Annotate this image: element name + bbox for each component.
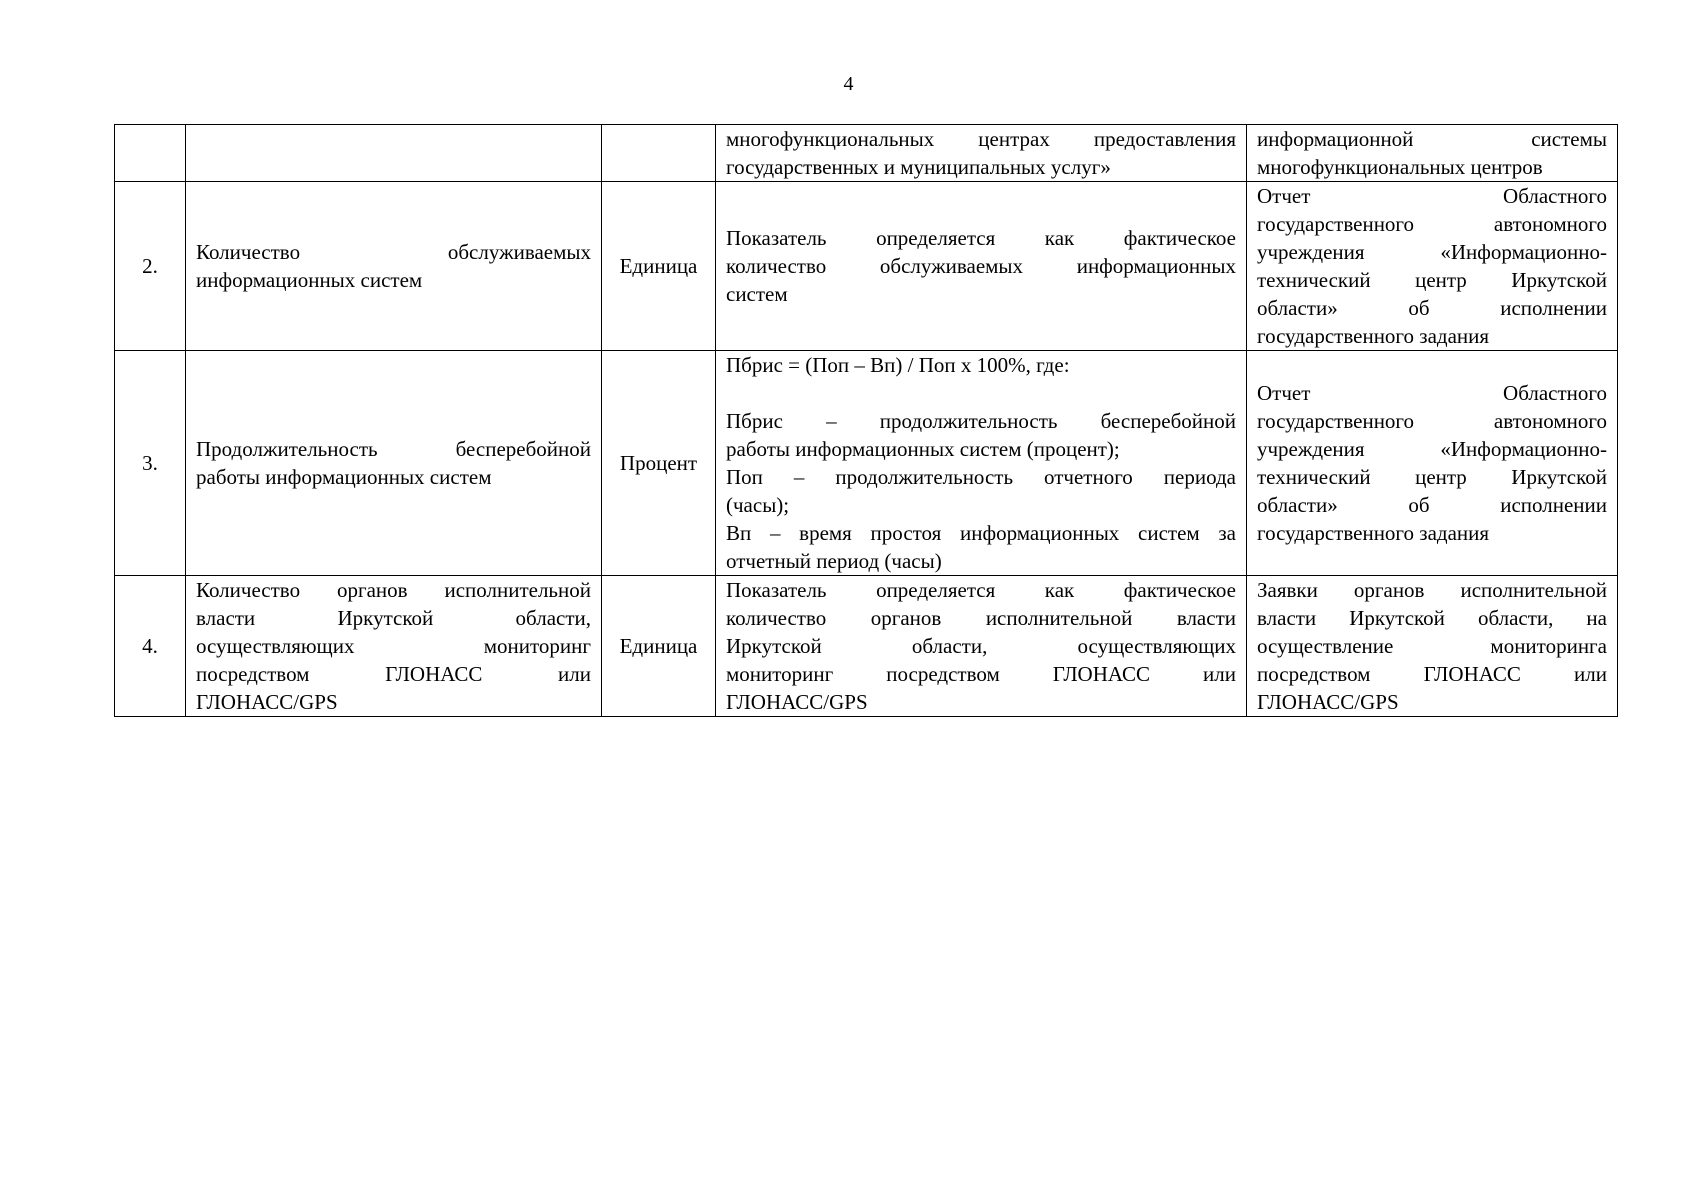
text-line: ГЛОНАСС/GPS [1257, 690, 1399, 714]
row-number-cell: 2. [115, 182, 186, 351]
table-row [115, 125, 1618, 182]
text-line: власти Иркутской области, [196, 606, 591, 630]
unit-cell: Единица [602, 576, 716, 717]
method-cell [716, 576, 1247, 717]
text-line: количество обслуживаемых информационных [726, 254, 1236, 278]
text-line: Отчет Областного [1257, 381, 1607, 405]
text-line: Количество органов исполнительной [196, 578, 591, 602]
text-line: мониторинг посредством ГЛОНАСС или [726, 662, 1236, 686]
method-cell [716, 351, 1247, 576]
table-row [115, 576, 1618, 717]
text-line: Пбрис – продолжительность бесперебойной [726, 409, 1236, 433]
source-cell [1247, 576, 1618, 717]
text-line: количество органов исполнительной власти [726, 606, 1236, 630]
text-line: государственных и муниципальных услуг» [726, 155, 1111, 179]
text-line: осуществление мониторинга [1257, 634, 1607, 658]
indicators-table [114, 124, 1618, 717]
text-line: отчетный период (часы) [726, 549, 942, 573]
row-number-cell: 4. [115, 576, 186, 717]
text-line: информационной системы [1257, 127, 1607, 151]
page-number: 4 [843, 73, 854, 95]
formula-line: Пбрис = (Поп – Вп) / Поп х 100%, где: [726, 353, 1070, 377]
text-line: работы информационных систем [196, 465, 492, 489]
row-number-cell: 3. [115, 351, 186, 576]
text-line: посредством ГЛОНАСС или [1257, 662, 1607, 686]
text-line: работы информационных систем (процент); [726, 437, 1120, 461]
unit-cell: Единица [602, 182, 716, 351]
text-line: Продолжительность бесперебойной [196, 437, 591, 461]
source-cell [1247, 125, 1618, 182]
text-line: Иркутской области, осуществляющих [726, 634, 1236, 658]
text-line: Отчет Областного [1257, 184, 1607, 208]
text-line: Количество обслуживаемых [196, 240, 591, 264]
text-line: области» об исполнении [1257, 296, 1607, 320]
text-line: Вп – время простоя информационных систем за [726, 521, 1236, 545]
text-line: систем [726, 282, 788, 306]
text-line: власти Иркутской области, на [1257, 606, 1607, 630]
text-line: Показатель определяется как фактическое [726, 226, 1236, 250]
text-line: ГЛОНАСС/GPS [196, 690, 338, 714]
text-line: учреждения «Информационно- [1257, 240, 1607, 264]
text-line: технический центр Иркутской [1257, 268, 1607, 292]
text-line: осуществляющих мониторинг [196, 634, 591, 658]
text-line: Поп – продолжительность отчетного периода [726, 465, 1236, 489]
indicator-name-cell [186, 576, 602, 717]
text-line: государственного автономного [1257, 409, 1607, 433]
table-row [115, 351, 1618, 576]
source-cell [1247, 351, 1618, 576]
text-line: ГЛОНАСС/GPS [726, 690, 868, 714]
indicator-name-cell [186, 125, 602, 182]
text-line: (часы); [726, 493, 790, 517]
indicator-name-cell [186, 351, 602, 576]
text-line: посредством ГЛОНАСС или [196, 662, 591, 686]
text-line: государственного задания [1257, 521, 1490, 545]
source-cell [1247, 182, 1618, 351]
unit-cell: Процент [602, 351, 716, 576]
text-line: государственного задания [1257, 324, 1490, 348]
text-line: Показатель определяется как фактическое [726, 578, 1236, 602]
method-cell [716, 182, 1247, 351]
row-number-cell [115, 125, 186, 182]
unit-cell [602, 125, 716, 182]
table-row [115, 182, 1618, 351]
blank-line [726, 379, 1236, 407]
text-line: технический центр Иркутской [1257, 465, 1607, 489]
text-line: области» об исполнении [1257, 493, 1607, 517]
text-line: государственного автономного [1257, 212, 1607, 236]
text-line: информационных систем [196, 268, 423, 292]
text-line: учреждения «Информационно- [1257, 437, 1607, 461]
method-cell [716, 125, 1247, 182]
text-line: многофункциональных центрах предоставления [726, 127, 1236, 151]
text-line: многофункциональных центров [1257, 155, 1543, 179]
indicator-name-cell [186, 182, 602, 351]
text-line: Заявки органов исполнительной [1257, 578, 1607, 602]
